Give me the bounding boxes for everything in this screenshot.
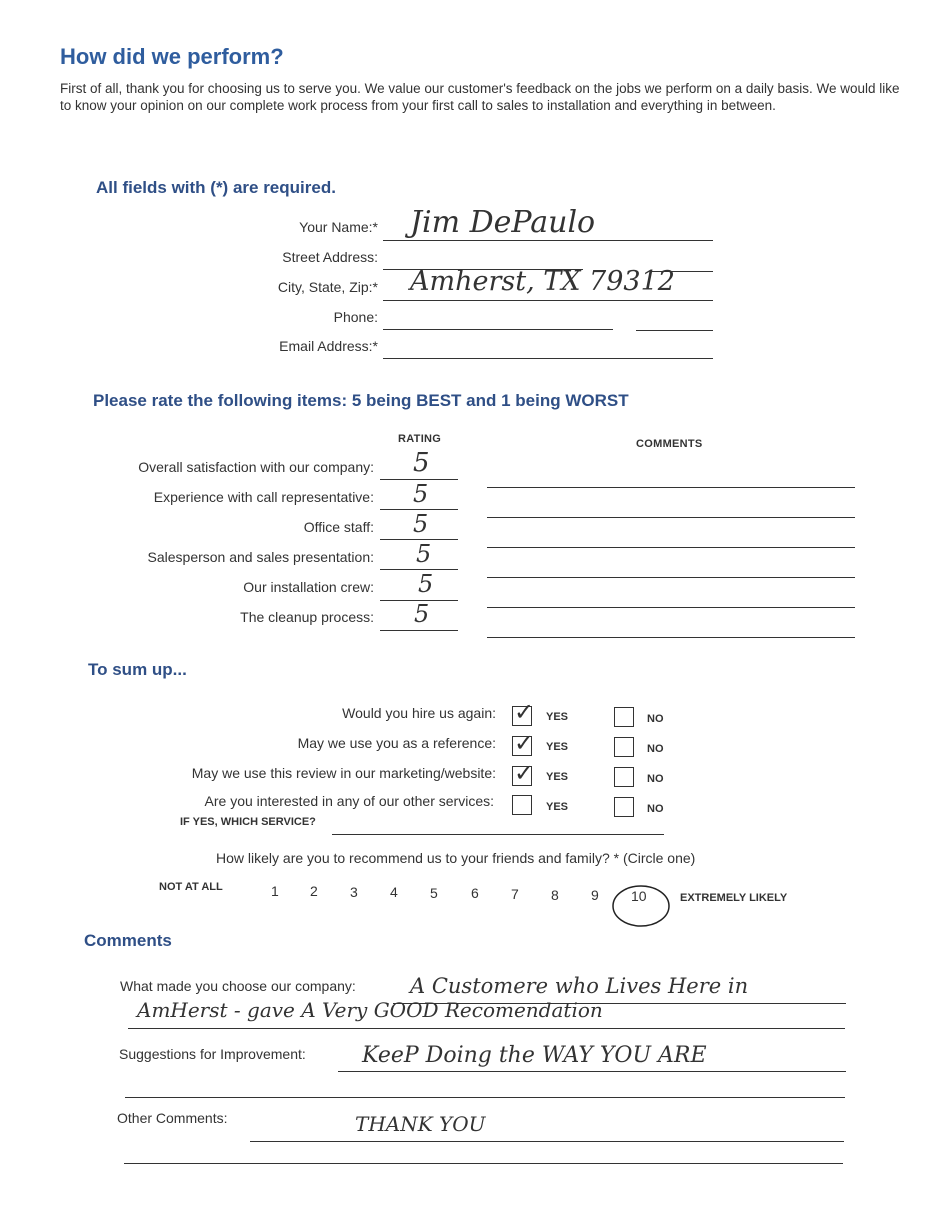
question-label: Are you interested in any of our other services:: [204, 793, 494, 809]
rating-comment-field[interactable]: [487, 517, 855, 518]
rating-value: 5: [418, 570, 434, 598]
phone-label: Phone:: [333, 309, 378, 325]
if-yes-label: IF YES, WHICH SERVICE?: [180, 816, 316, 828]
question-label: Would you hire us again:: [342, 705, 496, 721]
intro-paragraph: First of all, thank you for choosing us to serve you. We value our customer's feedback on the jobs we perform on a daily basis. We would like to know your opinion on our complete work process from your first call to sales to installation and everything in between.: [60, 81, 900, 113]
rating-label: Overall satisfaction with our company:: [138, 459, 374, 475]
rating-value: 5: [416, 540, 432, 568]
rating-field[interactable]: [380, 630, 458, 631]
scale-option-4[interactable]: 4: [390, 884, 398, 900]
scale-option-5[interactable]: 5: [430, 885, 438, 901]
check-mark-icon: ✓: [514, 759, 535, 787]
rating-value: 5: [413, 510, 429, 538]
yes-label: YES: [546, 771, 569, 783]
which-service-field[interactable]: [332, 834, 664, 835]
sumup-heading: To sum up...: [88, 660, 187, 679]
choose-answer-line1: A Customere who Lives Here in: [410, 974, 749, 998]
no-checkbox[interactable]: [614, 797, 634, 817]
scale-option-3[interactable]: 3: [350, 884, 358, 900]
rating-label: Our installation crew:: [243, 579, 374, 595]
name-value: Jim DePaulo: [410, 205, 596, 240]
choose-label: What made you choose our company:: [120, 978, 356, 994]
check-mark-icon: ✓: [514, 698, 535, 726]
scale-option-6[interactable]: 6: [471, 885, 479, 901]
improvement-field-line2[interactable]: [125, 1097, 845, 1098]
rating-value: 5: [413, 448, 430, 478]
no-label: NO: [647, 743, 664, 755]
scale-option-1[interactable]: 1: [271, 883, 279, 899]
improvement-label: Suggestions for Improvement:: [119, 1046, 306, 1062]
choose-field-line2[interactable]: [128, 1028, 845, 1029]
city-value: Amherst, TX 79312: [410, 266, 675, 297]
yes-label: YES: [546, 741, 569, 753]
scale-option-10[interactable]: 10: [631, 888, 647, 904]
yes-label: YES: [546, 801, 569, 813]
name-label: Your Name:*: [299, 219, 378, 235]
yes-label: YES: [546, 711, 569, 723]
no-label: NO: [647, 803, 664, 815]
phone-field-extra[interactable]: [636, 330, 713, 331]
page-title: How did we perform?: [60, 44, 284, 69]
email-label: Email Address:*: [279, 338, 378, 354]
comments-column-header: COMMENTS: [636, 438, 703, 450]
rating-label: The cleanup process:: [240, 609, 374, 625]
question-label: May we use this review in our marketing/website:: [191, 765, 496, 781]
rating-comment-field[interactable]: [487, 637, 855, 638]
no-checkbox[interactable]: [614, 767, 634, 787]
rating-comment-field[interactable]: [487, 577, 855, 578]
rating-comment-field[interactable]: [487, 487, 855, 488]
phone-field[interactable]: [383, 329, 613, 330]
yes-checkbox[interactable]: [512, 795, 532, 815]
rating-comment-field[interactable]: [487, 547, 855, 548]
other-comments-answer: THANK YOU: [355, 1112, 486, 1136]
rating-value: 5: [414, 600, 430, 628]
required-fields-heading: All fields with (*) are required.: [96, 178, 336, 197]
other-comments-label: Other Comments:: [117, 1110, 228, 1126]
rating-label: Office staff:: [303, 519, 374, 535]
no-checkbox[interactable]: [614, 737, 634, 757]
other-comments-field-line2[interactable]: [124, 1163, 843, 1164]
scale-option-2[interactable]: 2: [310, 883, 318, 899]
not-at-all-label: NOT AT ALL: [159, 881, 223, 893]
rating-label: Salesperson and sales presentation:: [147, 549, 374, 565]
comments-heading: Comments: [84, 931, 172, 950]
rating-value: 5: [413, 480, 429, 508]
scale-option-7[interactable]: 7: [511, 886, 519, 902]
other-comments-field-line1[interactable]: [250, 1141, 844, 1142]
extremely-likely-label: EXTREMELY LIKELY: [680, 892, 788, 904]
check-mark-icon: ✓: [514, 729, 535, 757]
email-field[interactable]: [383, 358, 713, 359]
improvement-field-line1[interactable]: [338, 1071, 846, 1072]
city-label: City, State, Zip:*: [277, 279, 378, 295]
choose-answer-line2: AmHerst - gave A Very GOOD Recomendation: [137, 998, 603, 1022]
city-field[interactable]: [383, 300, 713, 301]
scale-option-8[interactable]: 8: [551, 887, 559, 903]
no-label: NO: [647, 713, 664, 725]
no-checkbox[interactable]: [614, 707, 634, 727]
street-label: Street Address:: [282, 249, 378, 265]
ratings-heading: Please rate the following items: 5 being BEST and 1 being WORST: [93, 391, 629, 410]
rating-column-header: RATING: [398, 433, 442, 445]
scale-option-9[interactable]: 9: [591, 887, 599, 903]
rating-comment-field[interactable]: [487, 607, 855, 608]
improvement-answer: KeeP Doing the WAY YOU ARE: [362, 1043, 707, 1068]
selection-circle-icon: [610, 880, 672, 930]
no-label: NO: [647, 773, 664, 785]
rating-label: Experience with call representative:: [153, 489, 374, 505]
recommend-question: How likely are you to recommend us to your friends and family? * (Circle one): [216, 850, 696, 866]
question-label: May we use you as a reference:: [297, 735, 496, 751]
name-field[interactable]: [383, 240, 713, 241]
